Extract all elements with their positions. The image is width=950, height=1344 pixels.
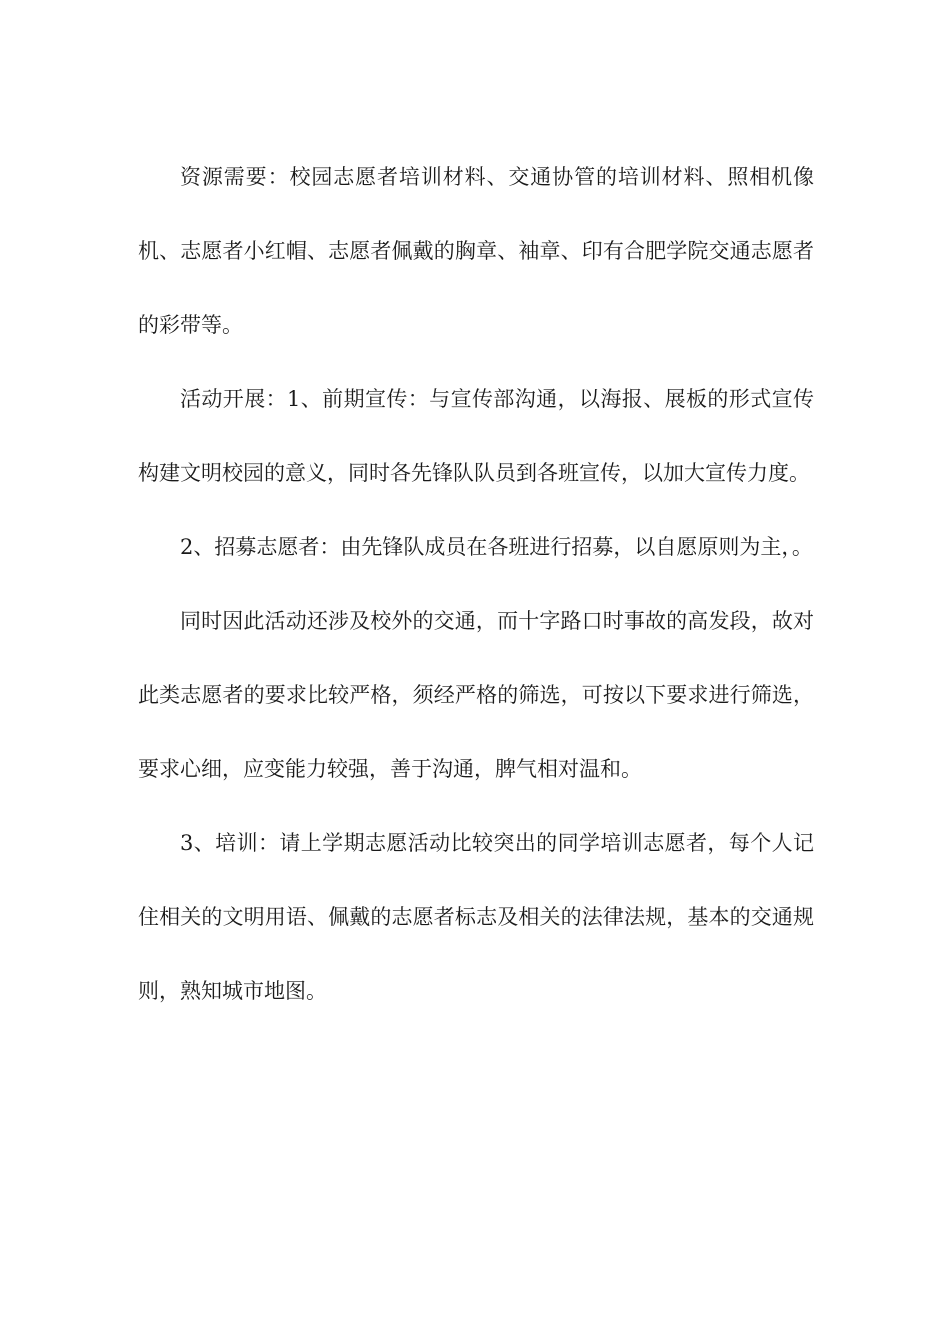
paragraph-activity-publicity: 活动开展：1、前期宣传：与宣传部沟通，以海报、展板的形式宣传构建文明校园的意义，同时各先锋队队员到各班宣传，以加大宣传力度。: [138, 387, 814, 485]
document-body: [138, 140, 814, 1028]
paragraph-training: 3、培训：请上学期志愿活动比较突出的同学培训志愿者，每个人记住相关的文明用语、佩戴的志愿者标志及相关的法律法规，基本的交通规则，熟知城市地图。: [138, 831, 814, 1003]
paragraph-screening-requirements: 同时因此活动还涉及校外的交通，而十字路口时事故的高发段，故对此类志愿者的要求比较严格，须经严格的筛选，可按以下要求进行筛选，要求心细，应变能力较强，善于沟通，脾气相对温和。: [138, 609, 814, 781]
paragraph-resources: 资源需要：校园志愿者培训材料、交通协管的培训材料、照相机像机、志愿者小红帽、志愿者佩戴的胸章、袖章、印有合肥学院交通志愿者的彩带等。: [138, 165, 814, 337]
paragraph-recruit-volunteers: 2、招募志愿者：由先锋队成员在各班进行招募，以自愿原则为主，。: [180, 535, 813, 559]
